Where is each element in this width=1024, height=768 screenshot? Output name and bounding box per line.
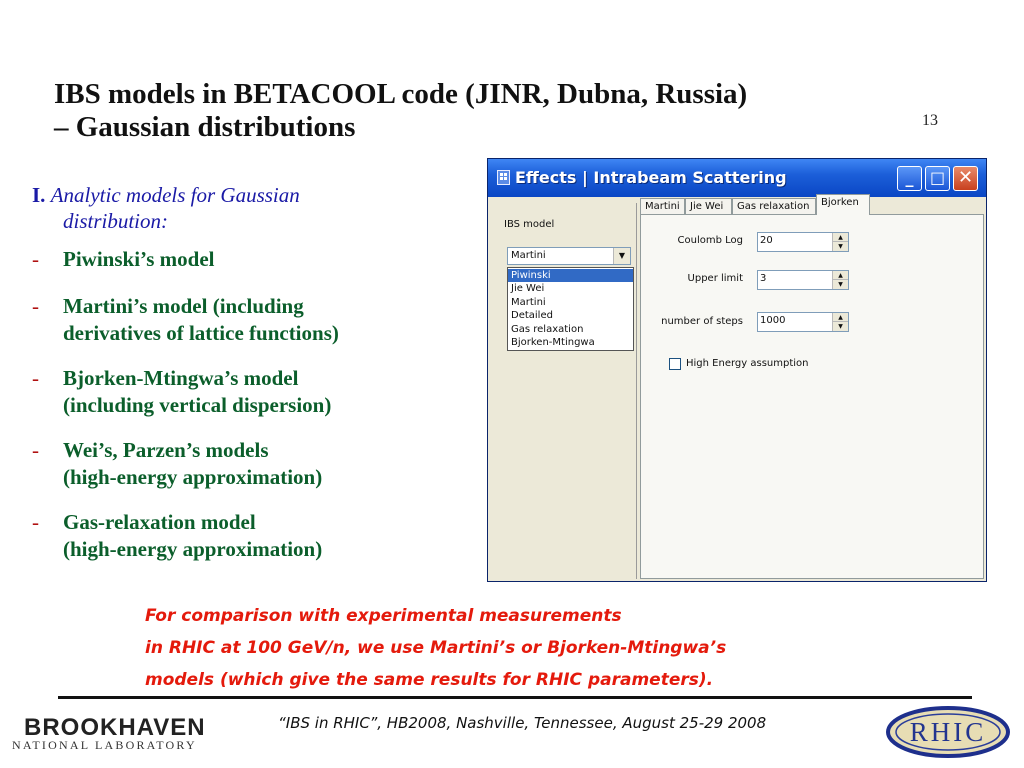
bullet-text-cont: (high-energy approximation) <box>63 465 323 489</box>
list-item-detailed[interactable]: Detailed <box>511 310 553 322</box>
close-button[interactable]: ✕ <box>953 166 978 191</box>
spin-down-icon[interactable]: ▼ <box>832 242 848 251</box>
bullet-wei-parzen <box>32 437 472 491</box>
number-of-steps-value[interactable]: 1000 <box>760 315 786 326</box>
footer-divider <box>58 696 972 699</box>
bullet-dash: - <box>32 510 39 534</box>
bullet-dash: - <box>32 366 39 390</box>
section-heading <box>32 182 472 234</box>
bullet-text: Martini’s model (including <box>63 294 304 318</box>
tab-jie-wei[interactable]: Jie Wei <box>685 198 732 214</box>
slide-title <box>54 78 934 144</box>
coulomb-log-label: Coulomb Log <box>677 235 743 246</box>
bullet-text-cont: (high-energy approximation) <box>63 537 323 561</box>
app-icon <box>497 170 510 185</box>
bullet-text: Gas-relaxation model <box>63 510 256 534</box>
spin-up-icon[interactable]: ▲ <box>832 233 848 242</box>
rhic-logo-graphic <box>886 706 1011 758</box>
rhic-logo <box>886 706 1011 758</box>
model-list-section <box>32 182 472 563</box>
rhic-logo-text: RHIC <box>909 717 987 747</box>
bullet-gas-relaxation <box>32 509 472 563</box>
spin-up-icon[interactable]: ▲ <box>832 271 848 280</box>
effects-window <box>487 158 987 582</box>
section-numeral: I. <box>32 183 46 207</box>
bjorken-tab-panel <box>640 214 984 579</box>
upper-limit-value[interactable]: 3 <box>760 273 767 284</box>
list-item-martini[interactable]: Martini <box>511 296 546 308</box>
ibs-model-label: IBS model <box>504 219 555 230</box>
ibs-model-listbox[interactable] <box>507 267 634 351</box>
spin-down-icon[interactable]: ▼ <box>832 322 848 331</box>
list-item-bjorken-mtingwa[interactable]: Bjorken-Mtingwa <box>511 336 595 348</box>
brookhaven-logo-name: BROOKHAVEN <box>24 714 206 741</box>
list-item-gas-relaxation[interactable]: Gas relaxation <box>511 323 584 335</box>
footer-citation: “IBS in RHIC”, HB2008, Nashville, Tennessee, August 25-29 2008 <box>278 714 767 732</box>
slide-number: 13 <box>922 112 938 129</box>
upper-limit-stepper[interactable] <box>757 270 849 290</box>
coulomb-log-value[interactable]: 20 <box>760 235 773 246</box>
comparison-note <box>145 600 726 696</box>
high-energy-label[interactable]: High Energy assumption <box>686 358 809 369</box>
section-label-continuation: distribution: <box>63 209 169 233</box>
brookhaven-logo-subtitle: NATIONAL LABORATORY <box>12 738 197 752</box>
minimize-button[interactable]: _ <box>897 166 922 191</box>
spin-up-icon[interactable]: ▲ <box>832 313 848 322</box>
tab-bjorken[interactable]: Bjorken <box>816 194 870 215</box>
bullet-dash: - <box>32 247 39 271</box>
bullet-dash: - <box>32 294 39 318</box>
bullet-text-cont: derivatives of lattice functions) <box>63 321 339 345</box>
number-of-steps-stepper[interactable] <box>757 312 849 332</box>
chevron-down-icon[interactable]: ▼ <box>613 248 630 264</box>
brookhaven-logo <box>12 712 270 756</box>
bullet-piwinski <box>32 246 472 273</box>
note-line-1: For comparison with experimental measurements <box>145 606 622 626</box>
high-energy-checkbox[interactable] <box>669 358 681 370</box>
bullet-bjorken-mtingwa <box>32 365 472 419</box>
section-label: Analytic models for Gaussian <box>50 183 300 207</box>
note-line-2: in RHIC at 100 GeV/n, we use Martini’s or Bjorken-Mtingwa’s <box>145 638 727 658</box>
note-line-3: models (which give the same results for RHIC parameters). <box>145 670 714 690</box>
title-line-1: IBS models in BETACOOL code (JINR, Dubna, Russia) <box>54 78 748 110</box>
spin-down-icon[interactable]: ▼ <box>832 280 848 289</box>
window-title: Effects | Intrabeam Scattering <box>515 168 787 187</box>
window-titlebar[interactable] <box>488 159 986 197</box>
list-item-piwinski[interactable]: Piwinski <box>508 269 633 282</box>
bullet-dash: - <box>32 438 39 462</box>
number-of-steps-label: number of steps <box>661 316 743 327</box>
list-item-jie-wei[interactable]: Jie Wei <box>511 283 545 295</box>
coulomb-log-stepper[interactable] <box>757 232 849 252</box>
tab-gas-relaxation[interactable]: Gas relaxation <box>732 198 816 214</box>
model-selector-panel <box>494 203 637 579</box>
upper-limit-label: Upper limit <box>687 273 743 284</box>
bullet-martini <box>32 293 472 347</box>
tab-martini[interactable]: Martini <box>640 198 685 214</box>
bullet-text: Wei’s, Parzen’s models <box>63 438 269 462</box>
dropdown-value: Martini <box>511 250 546 261</box>
ibs-model-dropdown[interactable] <box>507 247 631 265</box>
bullet-text: Piwinski’s model <box>63 247 215 271</box>
maximize-button[interactable]: □ <box>925 166 950 191</box>
title-line-2: – Gaussian distributions <box>54 111 356 143</box>
bullet-text-cont: (including vertical dispersion) <box>63 393 332 417</box>
bullet-text: Bjorken-Mtingwa’s model <box>63 366 299 390</box>
